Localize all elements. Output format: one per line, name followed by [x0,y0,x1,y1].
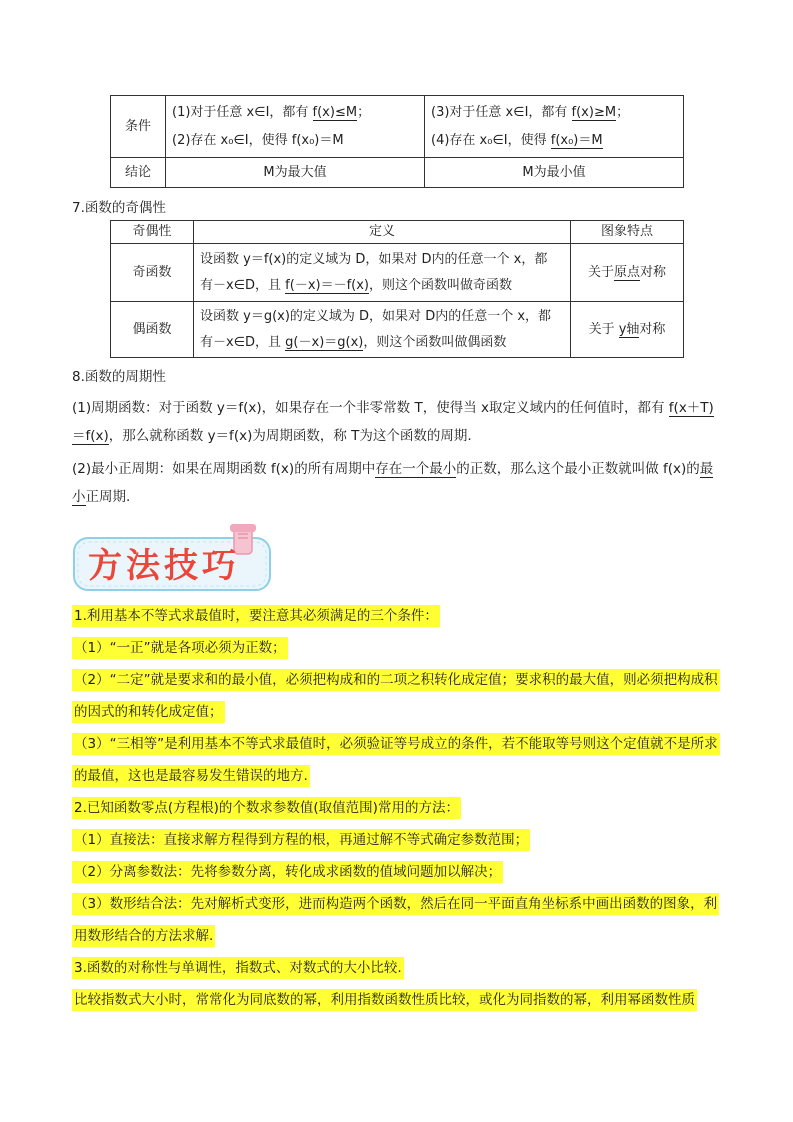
odd-function-feature: 关于原点对称 [571,244,684,302]
tip-2: 2.已知函数零点(方程根)的个数求参数值(取值范围)常用的方法： [72,792,724,824]
tip-1: 1.利用基本不等式求最值时，要注意其必须满足的三个条件： [72,600,724,632]
min-conclusion: M为最小值 [425,158,684,188]
tip-1-1: （1）“一正”就是各项必须为正数； [72,632,724,664]
odd-function-definition: 设函数 y＝f(x)的定义域为 D，如果对 D内的任意一个 x，都 有－x∈D，且 f(－x)＝－f(x)，则这个函数叫做奇函数 [194,244,571,302]
even-function-feature: 关于 y轴对称 [571,302,684,358]
tip-1-2: （2）“二定”就是要求和的最小值，必须把构成和的二项之积转化成定值；要求积的最大值，则必须把构成积的因式的和转化成定值； [72,664,724,728]
max-min-table [110,95,684,188]
method-tips-banner [72,522,282,594]
tip-3: 3.函数的对称性与单调性，指数式、对数式的大小比较. [72,952,724,984]
tip-2-1: （1）直接法：直接求解方程得到方程的根，再通过解不等式确定参数范围； [72,824,724,856]
even-function-definition: 设函数 y＝g(x)的定义域为 D，如果对 D内的任意一个 x，都 有－x∈D，且 g(－x)＝g(x)，则这个函数叫做偶函数 [194,302,571,358]
min-period-paragraph: (2)最小正周期：如果在周期函数 f(x)的所有周期中存在一个最小的正数，那么这个最小正数就叫做 f(x)的最小正周期. [72,461,714,505]
parity-header: 奇偶性 [111,221,194,244]
section-7-title: 7.函数的奇偶性 [72,200,166,216]
tip-2-2: （2）分离参数法：先将参数分离，转化成求函数的值域问题加以解决； [72,856,724,888]
banner-title: 方法技巧 [88,546,240,586]
graph-feature-header: 图象特点 [571,221,684,244]
max-condition-cell: (1)对于任意 x∈I，都有 f(x)≤M； (2)存在 x₀∈I，使得 f(x₀)＝M [166,96,425,158]
min-condition-cell: (3)对于任意 x∈I，都有 f(x)≥M； (4)存在 x₀∈I，使得 f(x₀)＝M [425,96,684,158]
section-8-title: 8.函数的周期性 [72,369,166,385]
conclusion-header: 结论 [111,158,166,188]
parity-table [110,220,684,358]
condition-header: 条件 [111,96,166,158]
tip-1-3: （3）“三相等”是利用基本不等式求最值时，必须验证等号成立的条件，若不能取等号则这个定值就不是所求的最值，这也是最容易发生错误的地方. [72,728,724,792]
even-function-label: 偶函数 [111,302,194,358]
max-condition-2: (2)存在 x₀∈I，使得 f(x₀)＝M [172,132,344,148]
periodic-function-paragraph: (1)周期函数：对于函数 y＝f(x)，如果存在一个非零常数 T，使得当 x取定义域内的任何值时，都有 f(x＋T)＝f(x)，那么就称函数 y＝f(x)为周期函数，称 T为这个函数的周期. [72,400,714,444]
tip-3-body: 比较指数式大小时，常常化为同底数的幂，利用指数函数性质比较，或化为同指数的幂，利用幂函数性质 [72,984,724,1016]
definition-header: 定义 [194,221,571,244]
tip-2-3: （3）数形结合法：先对解析式变形，进而构造两个函数，然后在同一平面直角坐标系中画出函数的图象，利用数形结合的方法求解. [72,888,724,952]
tips-list [72,600,724,1016]
max-conclusion: M为最大值 [166,158,425,188]
odd-function-label: 奇函数 [111,244,194,302]
